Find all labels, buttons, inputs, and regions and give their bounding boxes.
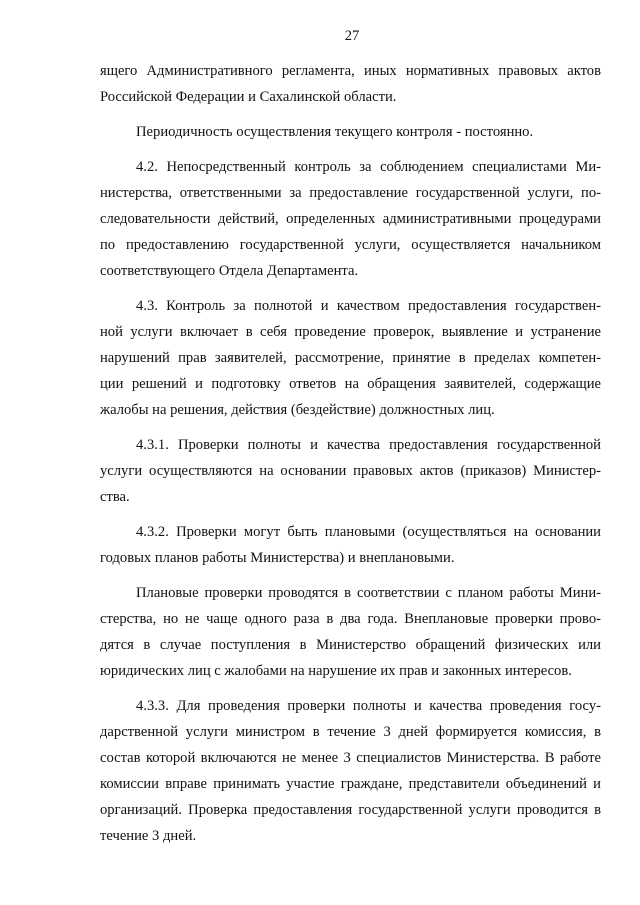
- paragraph-gap: [100, 284, 601, 293]
- paragraph-line: организаций. Проверка предоставления государственной услуги проводится в: [100, 802, 601, 818]
- paragraph-gap: [100, 145, 601, 154]
- paragraph-line: течение 3 дней.: [100, 828, 197, 844]
- paragraph-line: комиссии вправе принимать участие граждане, представители объединений и: [100, 776, 601, 792]
- paragraph-line: услуги осуществляются на основании правовых актов (приказов) Министер-: [100, 463, 601, 479]
- paragraph-line: ства.: [100, 489, 130, 505]
- paragraph-gap: [100, 423, 601, 432]
- paragraph-line: жалобы на решения, действия (бездействие) должностных лиц.: [100, 402, 495, 418]
- paragraph-line: 4.2. Непосредственный контроль за соблюдением специалистами Ми-: [136, 159, 601, 175]
- paragraph-line: Российской Федерации и Сахалинской области.: [100, 89, 397, 105]
- paragraph: [100, 119, 601, 145]
- paragraph-gap: [100, 684, 601, 693]
- paragraph-gap: [100, 510, 601, 519]
- paragraph-line: нарушений прав заявителей, рассмотрение, принятие в пределах компетен-: [100, 350, 601, 366]
- paragraph-line: годовых планов работы Министерства) и внеплановыми.: [100, 550, 455, 566]
- paragraph-line: дятся в случае поступления в Министерство обращений физических или: [100, 637, 601, 653]
- paragraph-line: соответствующего Отдела Департамента.: [100, 263, 359, 279]
- paragraph-line: ящего Административного регламента, иных нормативных правовых актов: [100, 63, 601, 79]
- paragraph-line: 4.3.2. Проверки могут быть плановыми (осуществляться на основании: [136, 524, 601, 540]
- paragraph: [100, 58, 601, 110]
- paragraph-line: по предоставлению государственной услуги, осуществляется начальником: [100, 237, 601, 253]
- paragraph: [100, 154, 601, 284]
- paragraph-line: дарственной услуги министром в течение 3 дней формируется комиссия, в: [100, 724, 601, 740]
- paragraph-line: Плановые проверки проводятся в соответствии с планом работы Мини-: [136, 585, 601, 601]
- paragraph-gap: [100, 110, 601, 119]
- paragraph-line: стерства, но не чаще одного раза в два года. Внеплановые проверки прово-: [100, 611, 601, 627]
- paragraph-line: юридических лиц с жалобами на нарушение их прав и законных интересов.: [100, 663, 572, 679]
- paragraph: [100, 693, 601, 849]
- page-number: 27: [344, 28, 360, 44]
- paragraph: [100, 519, 601, 571]
- paragraph-line: ной услуги включает в себя проведение проверок, выявление и устранение: [100, 324, 601, 340]
- paragraph-line: нистерства, ответственными за предоставление государственной услуги, по-: [100, 185, 601, 201]
- paragraph-line: следовательности действий, определенных административными процедурами: [100, 211, 601, 227]
- paragraph-line: Периодичность осуществления текущего контроля - постоянно.: [136, 124, 534, 140]
- paragraph-gap: [100, 571, 601, 580]
- paragraph-line: состав которой включаются не менее 3 специалистов Министерства. В работе: [100, 750, 601, 766]
- document-body: [100, 58, 601, 849]
- paragraph: [100, 432, 601, 510]
- paragraph: [100, 293, 601, 423]
- paragraph-line: 4.3. Контроль за полнотой и качеством предоставления государствен-: [136, 298, 601, 314]
- paragraph-line: ции решений и подготовку ответов на обращения заявителей, содержащие: [100, 376, 601, 392]
- paragraph-line: 4.3.1. Проверки полноты и качества предоставления государственной: [136, 437, 601, 453]
- paragraph-line: 4.3.3. Для проведения проверки полноты и качества проведения госу-: [136, 698, 601, 714]
- paragraph: [100, 580, 601, 684]
